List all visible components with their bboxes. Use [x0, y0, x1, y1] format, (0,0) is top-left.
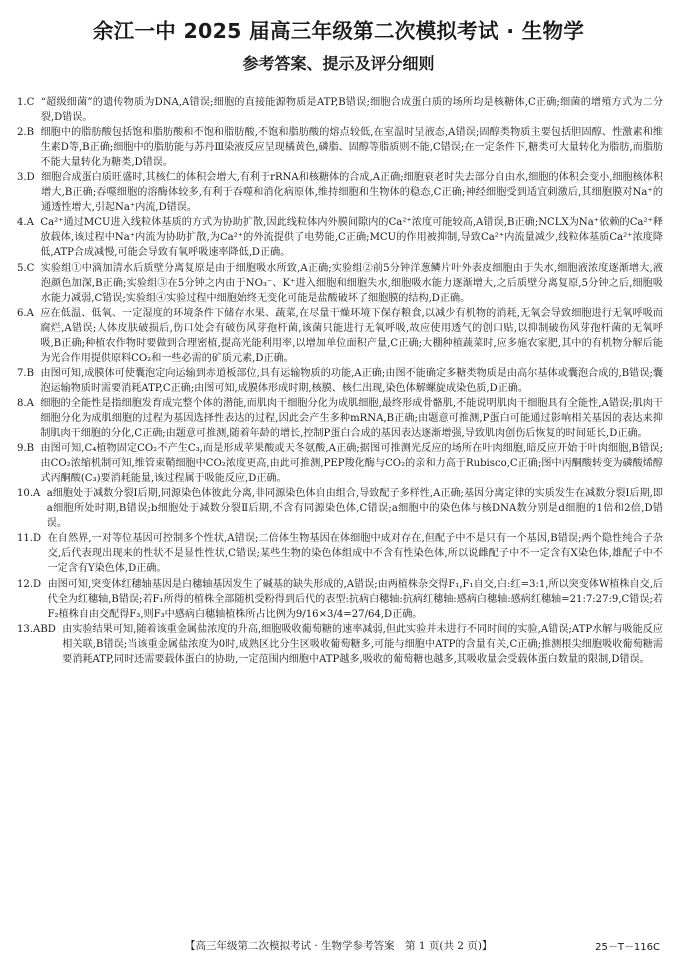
document-subtitle: 参考答案、提示及评分细则 [242, 54, 435, 73]
answer-item [17, 577, 663, 622]
answer-explanation: 由图可知,突变体红穗轴基因是白穗轴基因发生了碱基的缺失形成的,A错误;由两植株杂交得F₁,F₁自交,白:红=3:1,所以突变体W植株自交,后代全为红穗轴,B错误;若F₁所得的植株全部随机受粉得到后代的表型:抗病白穗轴:抗病红穗轴:感病白穗轴:感病红穗轴=21:7:27:9,C错误;若F₂植株自由交配得F₃,则F₃中感病白穗轴植株所占比例为9/16×3/4=27/64,D正确。 [47, 578, 663, 620]
answer-item [17, 170, 663, 215]
footer-label: 【高三年级第二次模拟考试 · 生物学参考答案 第 1 页(共 2 页)】 [185, 940, 493, 952]
answer-number: 5.C [17, 262, 35, 274]
answer-number: 8.A [17, 397, 34, 409]
answer-explanation: 由实验结果可知,随着该重金属盐浓度的升高,细胞吸收葡萄糖的速率减弱,但此实验并未进行不同时间的实验,A错误;ATP水解与吸能反应相关联,B错误;当该重金属盐浓度为0时,成熟区比分生区吸收葡萄糖多,可能与细胞中ATP的含量有关,C正确;推测根尖细胞吸收葡萄糖需要消耗ATP,同时还需要载体蛋白的协助,一定范围内细胞中ATP越多,吸收的葡萄糖也越多,其吸收量会受载体蛋白数量的限制,D错误。 [62, 623, 663, 665]
answer-explanation: 细胞中的脂肪酸包括饱和脂肪酸和不饱和脂肪酸,不饱和脂肪酸的熔点较低,在室温时呈液态,A错误;固醇类物质主要包括胆固醇、性激素和维生素D等,B正确;细胞中的脂肪能与苏丹Ⅲ染液反应呈现橘黄色,磷脂、固醇等脂质则不能,C错误;在一定条件下,糖类可大量转化为脂肪,而脂肪不能大量转化为糖类,D错误。 [40, 127, 663, 169]
answer-item [17, 95, 663, 125]
document-header [0, 18, 677, 74]
answer-item [17, 261, 663, 306]
answer-item [17, 622, 663, 667]
answer-number: 7.B [17, 367, 35, 379]
answer-item [17, 441, 663, 486]
answer-item [17, 486, 663, 531]
answer-explanation: 在自然界,一对等位基因可控制多个性状,A错误;二倍体生物基因在体细胞中成对存在,但配子中不是只有一个基因,B错误;两个隐性纯合子杂交,后代表现出现来的性状不是显性性状,C错误;某些生物的染色体组成中不含有性染色体,所以说雌配子中不一定含有X染色体,雄配子中不一定含有Y染色体,D正确。 [47, 533, 663, 575]
answer-explanation: 细胞的全能性是指细胞发育成完整个体的潜能,而肌肉干细胞分化为成肌细胞,最终形成骨骼肌,不能说明肌肉干细胞具有全能性,A错误;肌肉干细胞分化为成肌细胞的过程为基因选择性表达的过程,因此会产生多种mRNA,B正确;由题意可推测,P蛋白可能通过影响相关基因的表达来抑制肌肉干细胞的分化,C正确;由题意可推测,随着年龄的增长,控制P蛋白合成的基因表达逐渐增强,导致肌肉创伤后恢复的时间延长,D正确。 [40, 397, 663, 440]
answer-item [17, 215, 663, 260]
answer-explanation: Ca²⁺通过MCU进入线粒体基质的方式为协助扩散,因此线粒体内外膜间隙内的Ca²⁺浓度可能较高,A错误,B正确;NCLX为Na⁺依赖的Ca²⁺释放载体,该过程中Na⁺内流为协助扩散,为Ca²⁺的外流提供了电势能,C正确;MCU的作用被抑制,导致Ca²⁺内流量减少,线粒体基质Ca²⁺浓度降低,ATP合成减慢,可能会导致有氧呼吸速率降低,D正确。 [40, 217, 663, 259]
answer-item [17, 306, 663, 366]
answer-explanation: 由图可知,成膜体可使囊泡定向运输到赤道板部位,具有运输物质的功能,A正确;由图不能确定多糖类物质是由高尔基体或囊泡合成的,B错误;囊泡运输物质时需要消耗ATP,C正确;由图可知,成膜体形成时期,核膜、核仁出现,染色体解螺旋成染色质,D正确。 [40, 367, 663, 394]
answer-explanation: 实验组①中滴加清水后质壁分离复原是由于细胞吸水所致,A正确;实验组②前5分钟洋葱鳞片叶外表皮细胞由于失水,细胞液浓度逐渐增大,液泡颜色加深,B正确;实验组③在5分钟之内由于NO₃⁻、K⁺进入细胞和细胞失水,细胞吸水能力逐渐增大,之后质壁分离复原,5分钟之后,细胞吸水能力减弱,C错误;实验组④实验过程中细胞始终无变化可能是盐酸破坏了细胞膜的结构,D正确。 [40, 262, 663, 304]
answer-number: 9.B [17, 443, 35, 455]
answer-item [17, 396, 663, 441]
answer-number: 3.D [17, 172, 35, 184]
answer-number: 12.D [17, 578, 42, 590]
answer-explanation: “超级细菌”的遗传物质为DNA,A错误;细胞的直接能源物质是ATP,B错误;细胞合成蛋白质的场所均是核糖体,C正确;细菌的增殖方式为二分裂,D错误。 [40, 97, 663, 124]
answer-list [17, 95, 663, 667]
answer-item [17, 366, 663, 396]
document-title: 余江一中 2025 届高三年级第二次模拟考试 · 生物学 [92, 19, 585, 43]
answer-explanation: 应在低温、低氧、一定湿度的环境条件下储存水果、蔬菜,在尽量干燥环境下保存粮食,以减少有机物的消耗,无氧会导致细胞进行无氧呼吸而腐烂,A错误;人体皮肤破损后,伤口处会有破伤风芽孢杆菌,该菌只能进行无氧呼吸,故应使用透气的创口贴,以抑制破伤风芽孢杆菌的无氧呼吸,B正确;种植农作物时要做到合理密植,提高光能利用率,以增加单位面积产量,C正确;大棚种植蔬菜时,应多施农家肥,其中的有机物分解后能为光合作用提供原料CO₂和一些必需的矿质元素,D正确。 [40, 307, 663, 364]
answer-number: 1.C [17, 97, 35, 108]
answer-explanation: a细胞处于减数分裂Ⅰ后期,同源染色体彼此分离,非同源染色体自由组合,导致配子多样性,A正确;基因分离定律的实质发生在减数分裂Ⅰ后期,即a细胞所处时期,B错误;b细胞处于减数分裂Ⅱ后期,不含有同源染色体,C错误;a细胞中的染色体与核DNA数分别是d细胞的1倍和2倍,D错误。 [46, 488, 663, 530]
answer-number: 6.A [17, 307, 34, 319]
answer-number: 13.ABD [17, 623, 56, 635]
answer-item [17, 125, 663, 170]
page-footer [0, 938, 677, 954]
answer-item [17, 531, 663, 576]
answer-explanation: 细胞合成蛋白质旺盛时,其核仁的体积会增大,有利于rRNA和核糖体的合成,A正确;细胞衰老时失去部分自由水,细胞的体积会变小,细胞核体积增大,B正确;吞噬细胞的溶酶体较多,有利于吞噬和消化病原体,维持细胞和生物体的稳态,C正确;神经细胞受到适宜刺激后,其细胞膜对Na⁺的通透性增大,引起Na⁺内流,D错误。 [41, 172, 663, 214]
answer-number: 10.A [17, 488, 41, 500]
answer-number: 2.B [17, 127, 35, 139]
document-code: 25－T－116C [595, 942, 660, 953]
answer-number: 4.A [17, 217, 34, 229]
answer-number: 11.D [17, 533, 42, 545]
answer-explanation: 由图可知,C₄植物固定CO₂不产生C₃,而是形成苹果酸或天冬氨酸,A正确;据图可推测光反应的场所在叶肉细胞,暗反应开始于叶肉细胞,B错误;由CO₂浓缩机制可知,维管束鞘细胞中CO₂浓度更高,由此可推测,PEP羧化酶与CO₂的亲和力高于Rubisco,C正确;图中丙酮酸转变为磷酸烯醇式丙酮酸(C₃)要消耗能量,该过程属于吸能反应,D正确。 [40, 443, 663, 485]
